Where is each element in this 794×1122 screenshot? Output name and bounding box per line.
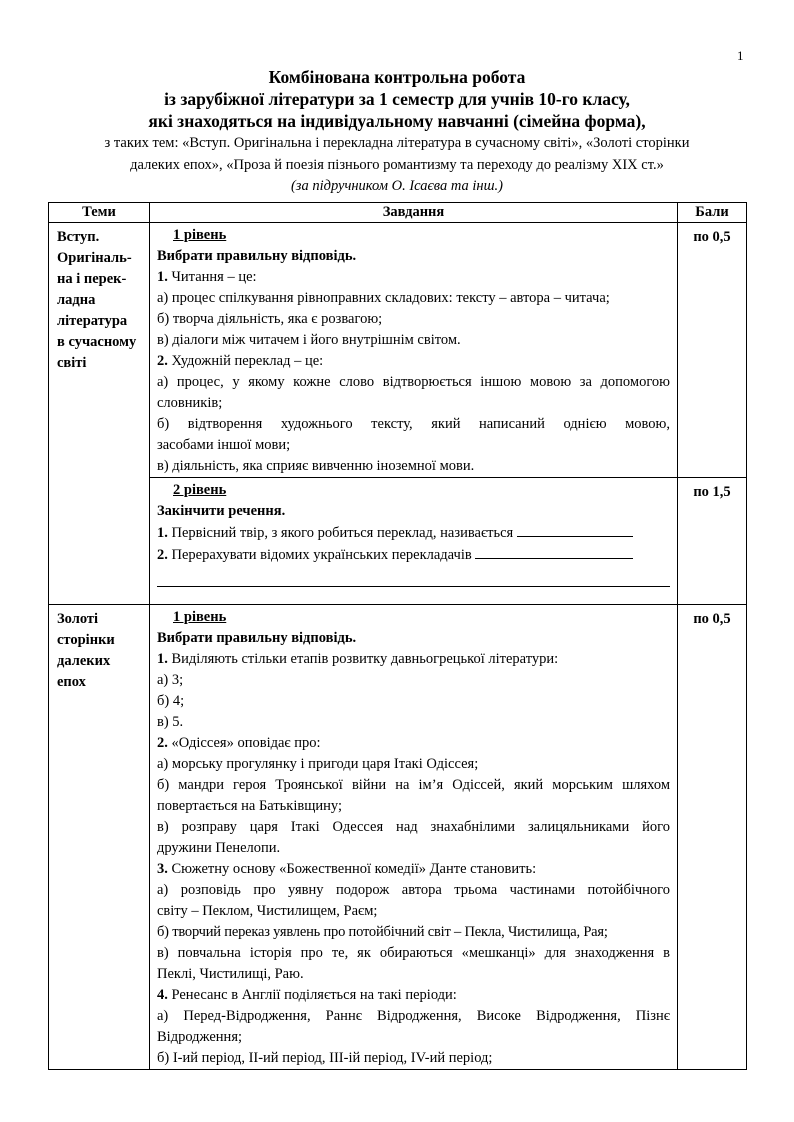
question: 1. Читання – це: [157,269,257,285]
title-line-1: Комбінована контрольна робота [268,67,526,87]
answer-option-cont: дружини Пенелопи. [157,840,281,856]
header-score: Бали [678,203,747,223]
question: 2. «Одіссея» оповідає про: [157,735,321,751]
question: 1. Виділяють стільки етапів розвитку давньогрецької літератури: [157,651,559,667]
answer-option-cont: світу – Пеклом, Чистилищем, Раєм; [157,903,378,919]
answer-option: б) мандри героя Троянської війни на ім’я Одіссей, який морським шляхом [157,777,670,793]
answer-option: в) розправу царя Ітакі Одессея над знахабнілими залицяльниками його [157,819,670,835]
question: 2. Перерахувати відомих українських перекладачів [157,544,670,566]
title-line-2: із зарубіжної літератури за 1 семестр для учнів 10-го класу, [164,89,630,109]
answer-option: а) 3; [157,672,184,688]
level-label: 2 рівень [173,482,227,498]
answer-option: а) процес спілкування рівноправних складових: тексту – автора – читача; [157,290,610,306]
header-themes: Теми [49,203,150,223]
answer-option-cont: засобами іншої мови; [157,437,291,453]
answer-option: б) І-ий період, ІІ-ий період, ІІІ-ій період, IV-ий період; [157,1050,493,1066]
instruction: Вибрати правильну відповідь. [157,248,357,264]
answer-blank-line [157,572,670,587]
textbook-note: (за підручником О. Ісаєва та інш.) [290,178,504,194]
answer-blank [517,522,633,537]
title-line-3: які знаходяться на індивідуальному навчанні (сімейна форма), [148,111,646,131]
score-cell: по 0,5 [678,223,747,478]
level-label: 1 рівень [173,609,227,625]
answer-option: а) Перед-Відродження, Раннє Відродження, Високе Відродження, Пізнє [157,1008,670,1024]
header-tasks: Завдання [150,203,678,223]
answer-option: б) творчий переказ уявлень про потойбічний світ – Пекла, Чистилища, Рая; [157,924,608,940]
task-cell [150,605,678,1070]
topics-line-2: далеких епох», «Проза й поезія пізнього романтизму та переходу до реалізму XIX ст.» [130,157,664,173]
question: 2. Художній переклад – це: [157,353,324,369]
table-header-row [49,203,747,223]
theme-line: Золоті [57,611,99,627]
answer-option: б) 4; [157,693,185,709]
answer-option: в) діяльність, яка сприяє вивченню іноземної мови. [157,458,475,474]
theme-cell-golden-pages [49,605,150,1070]
instruction: Вибрати правильну відповідь. [157,630,357,646]
theme-line: на і перек- [57,271,127,287]
theme-line: в сучасному [57,334,137,350]
table-row [49,223,747,478]
answer-option: в) 5. [157,714,184,730]
theme-line: епох [57,674,86,690]
score-cell: по 1,5 [678,478,747,605]
theme-line: далеких [57,653,111,669]
theme-cell-intro [49,223,150,605]
answer-option: а) морську прогулянку і пригоди царя Ітакі Одіссея; [157,756,479,772]
theme-line: Оригіналь- [57,250,132,266]
answer-option: б) відтворення художнього тексту, який написаний однією мовою, [157,416,670,432]
answer-option-cont: Відродження; [157,1029,243,1045]
theme-line: сторінки [57,632,115,648]
table-row [49,605,747,1070]
answer-option-cont: повертається на Батьківщину; [157,798,342,814]
topics-line-1: з таких тем: «Вступ. Оригінальна і перекладна література в сучасному світі», «Золоті сторінки [104,135,690,151]
answer-blank [475,544,633,559]
answer-option: в) діалоги між читачем і його внутрішнім світом. [157,332,461,348]
answer-option: а) процес, у якому кожне слово відтворюється іншою мовою за допомогою [157,374,670,390]
answer-option: а) розповідь про уявну подорож автора трьома частинами потойбічного [157,882,670,898]
theme-line: світі [57,355,87,371]
question: 1. Первісний твір, з якого робиться переклад, називається [157,522,670,544]
theme-line: ладна [57,292,96,308]
document-header [48,66,746,196]
instruction: Закінчити речення. [157,503,286,519]
level-label: 1 рівень [173,227,227,243]
question: 4. Ренесанс в Англії поділяється на такі періоди: [157,987,457,1003]
answer-option-cont: словників; [157,395,223,411]
question: 3. Сюжетну основу «Божественної комедії» Данте становить: [157,861,537,877]
tasks-table [48,202,747,1070]
theme-line: Вступ. [57,229,100,245]
answer-option: б) творча діяльність, яка є розвагою; [157,311,383,327]
score-cell: по 0,5 [678,605,747,1070]
task-cell [150,223,678,478]
theme-line: література [57,313,128,329]
answer-option: в) повчальна історія про те, як обираються «мешканці» для знаходження в [157,945,670,961]
answer-option-cont: Пеклі, Чистилищі, Раю. [157,966,304,982]
task-cell [150,478,678,605]
table-row [49,478,747,605]
page-number: 1 [737,48,744,63]
